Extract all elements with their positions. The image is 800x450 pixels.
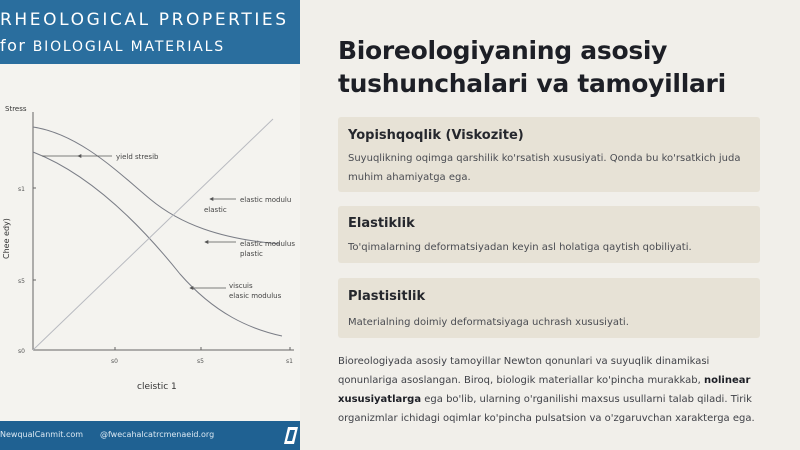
card-description: Materialning doimiy deformatsiyaga uchrash xususiyati. [348,317,629,328]
logo-icon [284,427,298,444]
page-title [338,34,768,100]
content-panel [300,0,800,450]
card-title: Yopishqoqlik (Viskozite) [348,128,524,143]
annotation-yield-stress: yield stresib [116,153,159,161]
x-tick-label: s5 [197,358,204,365]
concept-card-viscosity [338,117,760,192]
y-axis-top-label: Stress [5,105,27,113]
y-tick-label: s0 [18,348,25,355]
rheology-poster [0,0,300,450]
annotation-elastic-modulus: elastic modulu [240,196,292,204]
y-tick-label: s1 [18,186,25,193]
card-description: Suyuqlikning oqimga qarshilik ko'rsatish xususiyati. Qonda bu ko'rsatkich juda muhim ahamiyatga ega. [348,153,741,183]
poster-footer [0,421,300,450]
card-title: Elastiklik [348,216,415,231]
poster-title-line1: RHEOLOGICAL PROPERTIES [0,10,289,30]
annotation-elastic-modulus-plastic: elastic modulus [240,240,295,248]
x-tick-label: s1 [286,358,293,365]
title-line1: Bioreologiyaning asosiy [338,36,668,65]
poster-title-rest: BIOLOGIAL MATERIALS [32,39,225,55]
concept-card-plasticity [338,278,760,338]
poster-header [0,0,300,64]
annotation-viscous: viscuis [229,282,253,290]
paragraph-text: Bioreologiyada asosiy tamoyillar Newton qonunlari va suyuqlik dinamikasi qonunlariga asoslangan. Biroq, biologik materiallar ko'pincha murakkab, [338,356,710,386]
annotation-elastic: elastic [204,206,227,214]
x-tick-label: s0 [111,358,118,365]
annotation-plastic: plastic [240,250,263,258]
footer-website: NewqualCanmit.com [0,430,84,439]
title-line2: tushunchalari va tamoyillari [338,69,726,98]
y-tick-label: s5 [18,278,25,285]
card-title: Plastisitlik [348,289,426,304]
card-description: To'qimalarning deformatsiyadan keyin asl holatiga qaytish qobiliyati. [348,242,692,253]
rheology-plot [0,64,300,420]
concept-card-elasticity [338,206,760,263]
poster-title-line2 [0,36,300,55]
footer-handle: @fwecahalcatrcmenaeid.org [100,430,215,439]
annotation-viscous-modulus: elasic modulus [229,292,282,300]
summary-paragraph [338,352,764,428]
y-axis-label: Chee edy) [2,218,11,259]
x-axis-label: cleistic 1 [137,382,177,392]
paragraph-emphasis: nolinear xususiyatlarga [338,375,751,405]
paragraph-text: ega bo'lib, ularning o'rganilishi maxsus usullarni talab qiladi. Tirik organizmlar ichidagi oqimlar ko'pincha pulsatsion va o'zgaruvchan xarakterga ega. [338,394,755,424]
stress-curve-upper [33,127,280,244]
poster-title-prefix: for [0,36,27,55]
